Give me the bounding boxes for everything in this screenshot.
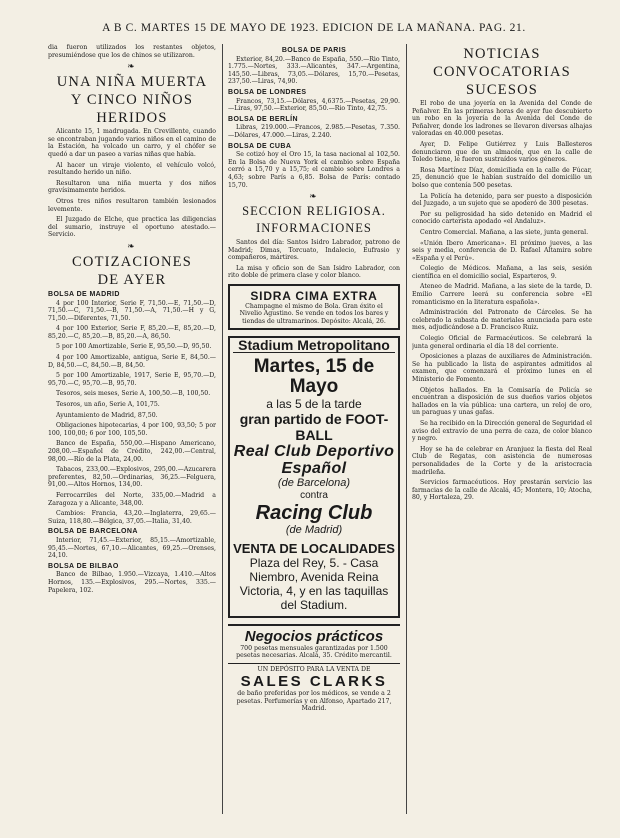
quote-line: Francos, 73,15.—Dólares, 4,6375.—Pesetas, 29,90.—Liras, 97,50.—Exterior, 85,50.—Rio Tinto, 42,75. [228, 97, 400, 113]
football-ad [228, 336, 400, 618]
match-time: a las 5 de la tarde [266, 396, 362, 411]
match-date: Martes, 15 de Mayo [253, 355, 375, 397]
column-rule [222, 44, 223, 814]
bolsa-paris-title: BOLSA DE PARIS [281, 47, 347, 54]
ornament: ❧ [127, 241, 137, 252]
bolsa-cuba-title: BOLSA DE CUBA [228, 142, 292, 150]
news-paragraph: Centro Comercial. Mañana, a las siete, junta general. [420, 228, 589, 236]
quotes-title-line: DE AYER [97, 271, 167, 288]
news-paragraph: Oposiciones a plazas de auxiliares de Administración. Se ha publicado la lista de aspirantes admitidos al examen, que comenzará el próximo lunes en el Ministerio de Fomento. [412, 353, 592, 383]
news-title-line: SUCESOS [465, 82, 539, 98]
news-paragraph: Administración del Patronato de Cárceles. Se ha celebrado la subasta de materiales anunciada para este mes, adjudicándose a D. Francisco Ruiz. [412, 309, 592, 332]
bolsa-madrid-title: BOLSA DE MADRID [48, 290, 120, 298]
quote-line: Banco de Bilbao, 1.950.—Vizcaya, 1.410.—Altos Hornos, 135.—Explosivos, 295.—Nortes, 335.—Papelera, 102. [48, 571, 216, 594]
news-paragraph: Ayer, D. Felipe Gutiérrez y Luis Ballesteros denunciaron que de un almacén, que en la calle de Toledo tiene, le fueron sustraídos varios géneros. [412, 140, 592, 164]
quote-line: 5 por 100 Amortizable, 1917, Serie E, 95,70.—D, 95,70.—C, 95,70.—B, 95,70. [48, 372, 216, 387]
bolsa-bilbao-title: BOLSA DE BILBAO [48, 562, 119, 570]
quote-line: Banco de España, 550,00.—Hispano Americano, 208,00.—Español de Crédito, 242,00.—Central, 98,00.—Río de la Plata, 24,00. [48, 440, 216, 463]
bolsa-berlin-title: BOLSA DE BERLÍN [228, 115, 298, 123]
quote-line: Tesoros, seis meses, Serie A, 100,50.—B, 100,50. [56, 390, 211, 398]
column-right [412, 44, 592, 824]
news-paragraph: Objetos hallados. En la Comisaría de Policía se encuentran a disposición de sus dueños varios objetos hallados en la vía pública: una cartera, un reloj de oro, un paraguas y unas gafas. [412, 386, 592, 417]
ornament: ❧ [309, 192, 319, 203]
news-title-line: CONVOCATORIAS [433, 64, 571, 80]
team-two-city: (de Madrid) [285, 523, 343, 536]
article-paragraph: Otros tres niños resultaron también lesionados levemente. [48, 197, 216, 213]
religion-paragraph: La misa y oficio son de San Isidro Labrador, con rito doble de primera clase y color blanco. [228, 264, 400, 280]
deposito-line: UN DEPÓSITO PARA LA VENTA DE [228, 663, 400, 673]
headline-line: HERIDOS [96, 110, 168, 127]
ornament: ❧ [127, 62, 137, 73]
news-paragraph: Por su peligrosidad ha sido detenido en Madrid el conocido carterista apodado «el Andaluz». [412, 210, 592, 226]
article-paragraph: Alicante 15, 1 madrugada. En Crevillente, cuando se encontraban jugando varios niños en el camino de la Estación, ha volcado un carro, y el chófer se quedó a dar un paseo a varias niñas que había. [48, 128, 216, 158]
sidra-ad-body: Champagne el mismo de Bola. Gran éxito el Nivelio Agustino. Se vende en todos los bares y tiendas de ultramarinos. Depósito: Alcalá, 26. [239, 303, 389, 325]
quote-line: 4 por 100 Amortizable, antigua, Serie E, 84,50.—D, 84,50.—C, 84,50.—B, 84,50. [48, 354, 216, 369]
match-event: gran partido de FOOT-BALL [239, 410, 389, 443]
sidra-ad-title: SIDRA CIMA EXTRA [250, 289, 378, 304]
section-title-line: INFORMACIONES [256, 221, 372, 236]
news-paragraph: Ateneo de Madrid. Mañana, a las siete de la tarde, D. Emilio Carrere leerá su conferencia sobre «El romanticismo en la literatura española». [412, 283, 592, 306]
quotes-title-line: COTIZACIONES [72, 253, 192, 270]
news-paragraph: Rosa Martínez Díaz, domiciliada en la calle de Fúcar, 25, denunció que le habían sustraído del domicilio un bolso que contenía 500 pesetas. [412, 166, 592, 189]
headline-line: Y CINCO NIÑOS [70, 92, 194, 109]
quote-line: Obligaciones hipotecarias, 4 por 100, 93,50; 5 por 100, 100,00; 6 por 100, 105,50. [48, 422, 216, 437]
article-paragraph: El Juzgado de Elche, que practica las diligencias del sumario, instruye el oportuno atestado.—Servicio. [48, 216, 216, 239]
quote-line: Ayuntamiento de Madrid, 87,50. [56, 411, 158, 419]
quote-line: 5 por 100 Amortizable, Serie E, 95,50.—D, 95,50. [56, 343, 212, 351]
news-paragraph: Colegio Oficial de Farmacéuticos. Se celebrará la junta general ordinaria el día 18 del corriente. [412, 335, 592, 350]
bolsa-londres-title: BOLSA DE LONDRES [228, 88, 307, 96]
news-paragraph: Se ha recibido en la Dirección general de Seguridad el aviso del extravío de una perra de caza, de color blanco y negro. [412, 419, 592, 443]
news-title-line: NOTICIAS [463, 46, 541, 62]
sales-clarks-body: de baño preferidas por los médicos, se vende a 2 pesetas. Perfumerías y en Alfonso, Apartado 217, Madrid. [236, 690, 392, 712]
team-one-city: (de Barcelona) [277, 476, 351, 489]
column-rule [406, 44, 407, 814]
column-middle [228, 44, 400, 824]
ticket-sales-detail: Plaza del Rey, 5. - Casa Niembro, Avenida Reina Victoria, 4, y en las taquillas del Stadium. [239, 555, 389, 612]
news-paragraph: El robo de una joyería en la Avenida del Conde de Peñalver. En las primeras horas de ayer fue descubierto un robo en la joyería de la Avenida del Conde de Peñalver, donde los ladrones se llevaron diversas alhajas valoradas en 40.000 pesetas. [412, 100, 592, 138]
quote-line: Libras, 219.000.—Francos, 2.985.—Pesetas, 7.350.—Dólares, 47.000.—Liras, 2.240. [228, 124, 400, 139]
ticket-sales-title: VENTA DE LOCALIDADES [233, 540, 395, 556]
religion-paragraph: Santos del día: Santos Isidro Labrador, patrono de Madrid; Dimas, Torcuato, Indalecio, Eufrasio y compañeros, mártires. [228, 239, 400, 262]
news-paragraph: La Policía ha detenido, para ser puesto a disposición del Juzgado, a un sujeto que se apoderó de 300 pesetas. [412, 192, 592, 208]
team-two: Racing Club [255, 501, 373, 524]
news-paragraph: Hoy se ha de celebrar en Aranjuez la fiesta del Real Club de Regatas, con asistencia de numerosas personalidades de la Corte y de la aristocracia madrileña. [412, 445, 592, 476]
page-header: A B C. MARTES 15 DE MAYO DE 1923. EDICION DE LA MAÑANA. PAG. 21. [102, 22, 526, 34]
article-paragraph: Al hacer un viraje violento, el vehículo volcó, resultando herido un niño. [48, 161, 216, 177]
sidra-ad [228, 284, 400, 330]
quote-line: 4 por 100 Interior, Serie F, 71,50.—E, 71,50.—D, 71,50.—C, 71,50.—B, 71,50.—A, 71,50.—H y G, 71,50.—Diferentes, 71,50. [48, 299, 216, 322]
quote-line: Ferrocarriles del Norte, 335,00.—Madrid a Zaragoza y a Alicante, 348,00. [48, 491, 216, 507]
intro-text: dia fueron utilizados los restantes objetos, presumiéndose que los de chinos se utilizaron. [48, 44, 216, 59]
stadium-name: Stadium Metropolitano [233, 342, 395, 353]
negocios-body: 700 pesetas mensuales garantizadas por 1.500 pesetas necesarias. Alcalá, 35. Crédito mercantil. [236, 644, 392, 660]
quote-line: Tesoros, un año, Serie A, 101,75. [56, 401, 160, 409]
news-paragraph: Servicios farmacéuticos. Hoy prestarán servicio las farmacias de la calle de Alcalá, 45; Montera, 10; Atocha, 80, y Hortaleza, 29. [412, 479, 592, 502]
section-title-line: SECCION RELIGIOSA. [242, 204, 386, 219]
quote-line: Tabacos, 233,00.—Explosivos, 295,00.—Azucarera preferentes, 82,50.—Ordinarias, 36,25.—Felguera, 91,00.—Altos Hornos, 134,00. [48, 466, 216, 489]
quote-line: 4 por 100 Exterior, Serie F, 85,20.—E, 85,20.—D, 85,20.—C, 85,20.—B, 85,20.—A, 86,50. [48, 325, 216, 340]
news-paragraph: «Unión Ibero Americana». El próximo jueves, a las seis y media, conferencia de D. Rafael Altamira sobre «España y el Perú». [412, 239, 592, 262]
quote-line: Interior, 71,45.—Exterior, 85,15.—Amortizable, 95,45.—Nortes, 67,10.—Alicantes, 69,25.—Orenses, 24,10. [48, 536, 216, 560]
negocios-title: Negocios prácticos [228, 624, 400, 645]
column-left [48, 44, 216, 824]
quote-line: Se cotizó hoy el Oro 15, la tasa nacional al 102,50. En la Bolsa de Nueva York el cambio sobre España cerró a 15,70 y a 15,75; el cambio sobre Londres a 4,63; sobre París a 6,85. Bolsa de París: contado 15,70. [228, 151, 400, 189]
bolsa-barcelona-title: BOLSA DE BARCELONA [48, 528, 138, 536]
team-one: Real Club Deportivo Español [233, 442, 395, 477]
headline-line: UNA NIÑA MUERTA [56, 74, 208, 91]
quote-line: Exterior, 84,20.—Banco de España, 550.—Rio Tinto, 1.775.—Nortes, 333.—Alicantes, 347.—Argentina, 145,50.—Libras, 73,05.—Dólares, 15,70.—Pesetas, 237,50.—Liras, 74,90. [228, 55, 400, 86]
news-paragraph: Colegio de Médicos. Mañana, a las seis, sesión científica en el domicilio social, Esparteros, 9. [412, 265, 592, 280]
quote-line: Cambios: Francia, 43,20.—Inglaterra, 29,65.—Suiza, 118,80.—Bélgica, 37,05.—Italia, 31,40. [48, 510, 216, 525]
sales-clarks-title: SALES CLARKS [240, 673, 388, 691]
contra-label: contra [300, 489, 328, 501]
article-paragraph: Resultaron una niña muerta y dos niños gravísimamente heridos. [48, 179, 216, 195]
